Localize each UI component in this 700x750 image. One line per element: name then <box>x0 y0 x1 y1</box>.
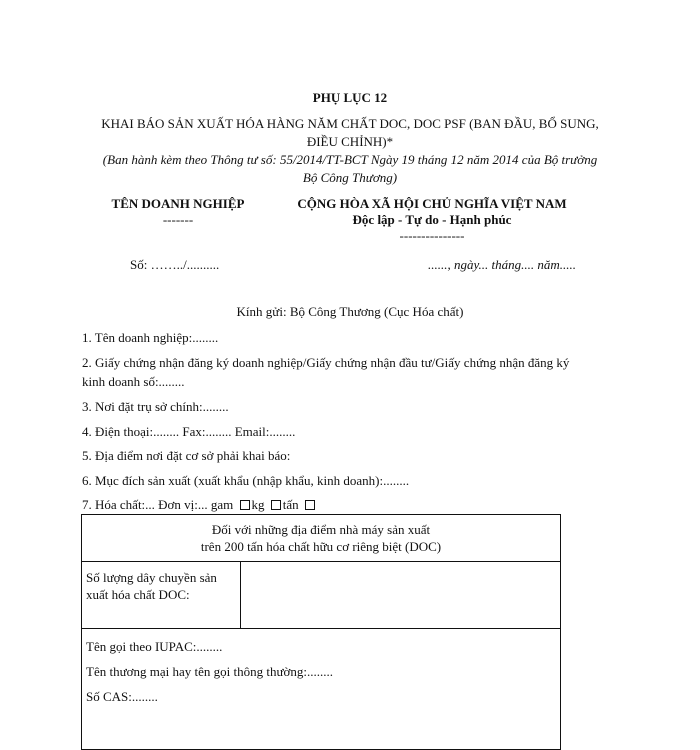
production-lines-label-1: Số lượng dây chuyền sản <box>86 570 217 585</box>
chemical-info-cell <box>82 629 561 750</box>
form-title-line-2: ĐIỀU CHỈNH)* <box>306 134 394 149</box>
iupac-name-line: Tên gọi theo IUPAC:........ <box>86 639 223 654</box>
nation-motto: Độc lập - Tự do - Hạnh phúc <box>352 212 512 227</box>
trade-name-line: Tên thương mại hay tên gọi thông thường:........ <box>86 664 334 679</box>
form-title-line-1: KHAI BÁO SẢN XUẤT HÓA HÀNG NĂM CHẤT DOC, DOC PSF (BAN ĐẦU, BỔ SUNG, <box>101 116 599 131</box>
table-header-cell <box>82 515 561 562</box>
company-dashes: ------- <box>162 212 194 227</box>
document-date: ......, ngày... tháng.... năm..... <box>428 257 577 272</box>
item-production-purpose: 6. Mục đích sản xuất (xuất khẩu (nhập khẩu, kinh doanh):........ <box>82 473 410 488</box>
unit-kg-checkbox[interactable] <box>271 500 281 510</box>
item-company-name: 1. Tên doanh nghiệp:........ <box>82 330 219 345</box>
unit-prefix: 7. Hóa chất:... Đơn vị:... gam <box>82 497 234 512</box>
issued-note-line-1: (Ban hành kèm theo Thông tư số: 55/2014/TT-BCT Ngày 19 tháng 12 năm 2014 của Bộ trưởng <box>102 152 598 167</box>
recipient-line: Kính gửi: Bộ Công Thương (Cục Hóa chất) <box>236 304 464 319</box>
item-facility-location: 5. Địa điểm nơi đặt cơ sở phải khai báo: <box>82 448 291 463</box>
item-chemical-unit <box>82 497 317 513</box>
issued-note-line-2: Bộ Công Thương) <box>302 170 398 185</box>
unit-gram-checkbox[interactable] <box>240 500 250 510</box>
document-number: Số: ……../.......... <box>130 257 220 272</box>
production-lines-value-cell[interactable] <box>241 562 561 629</box>
cas-number-line: Số CAS:........ <box>86 689 158 704</box>
doc-facility-table <box>81 514 561 750</box>
unit-kg-label: kg <box>251 497 265 512</box>
production-lines-label-cell <box>82 562 241 629</box>
production-lines-label-2: xuất hóa chất DOC: <box>86 587 190 602</box>
unit-ton-label: tấn <box>282 497 299 512</box>
appendix-title: PHỤ LỤC 12 <box>312 90 388 105</box>
table-header-line-2: trên 200 tấn hóa chất hữu cơ riêng biệt (DOC) <box>200 539 442 554</box>
motto-dashes: --------------- <box>399 228 465 243</box>
item-registration-line-2: kinh doanh số:........ <box>82 374 185 389</box>
unit-ton-checkbox[interactable] <box>305 500 315 510</box>
item-headquarters: 3. Nơi đặt trụ sở chính:........ <box>82 399 229 414</box>
company-name-heading: TÊN DOANH NGHIỆP <box>111 196 245 211</box>
item-registration-line-1: 2. Giấy chứng nhận đăng ký doanh nghiệp/Giấy chứng nhận đầu tư/Giấy chứng nhận đăng ký <box>82 355 570 370</box>
item-contact: 4. Điện thoại:........ Fax:........ Email:........ <box>82 424 296 439</box>
nation-heading: CỘNG HÒA XÃ HỘI CHỦ NGHĨA VIỆT NAM <box>297 196 567 211</box>
table-header-line-1: Đối với những địa điểm nhà máy sản xuất <box>211 522 431 537</box>
